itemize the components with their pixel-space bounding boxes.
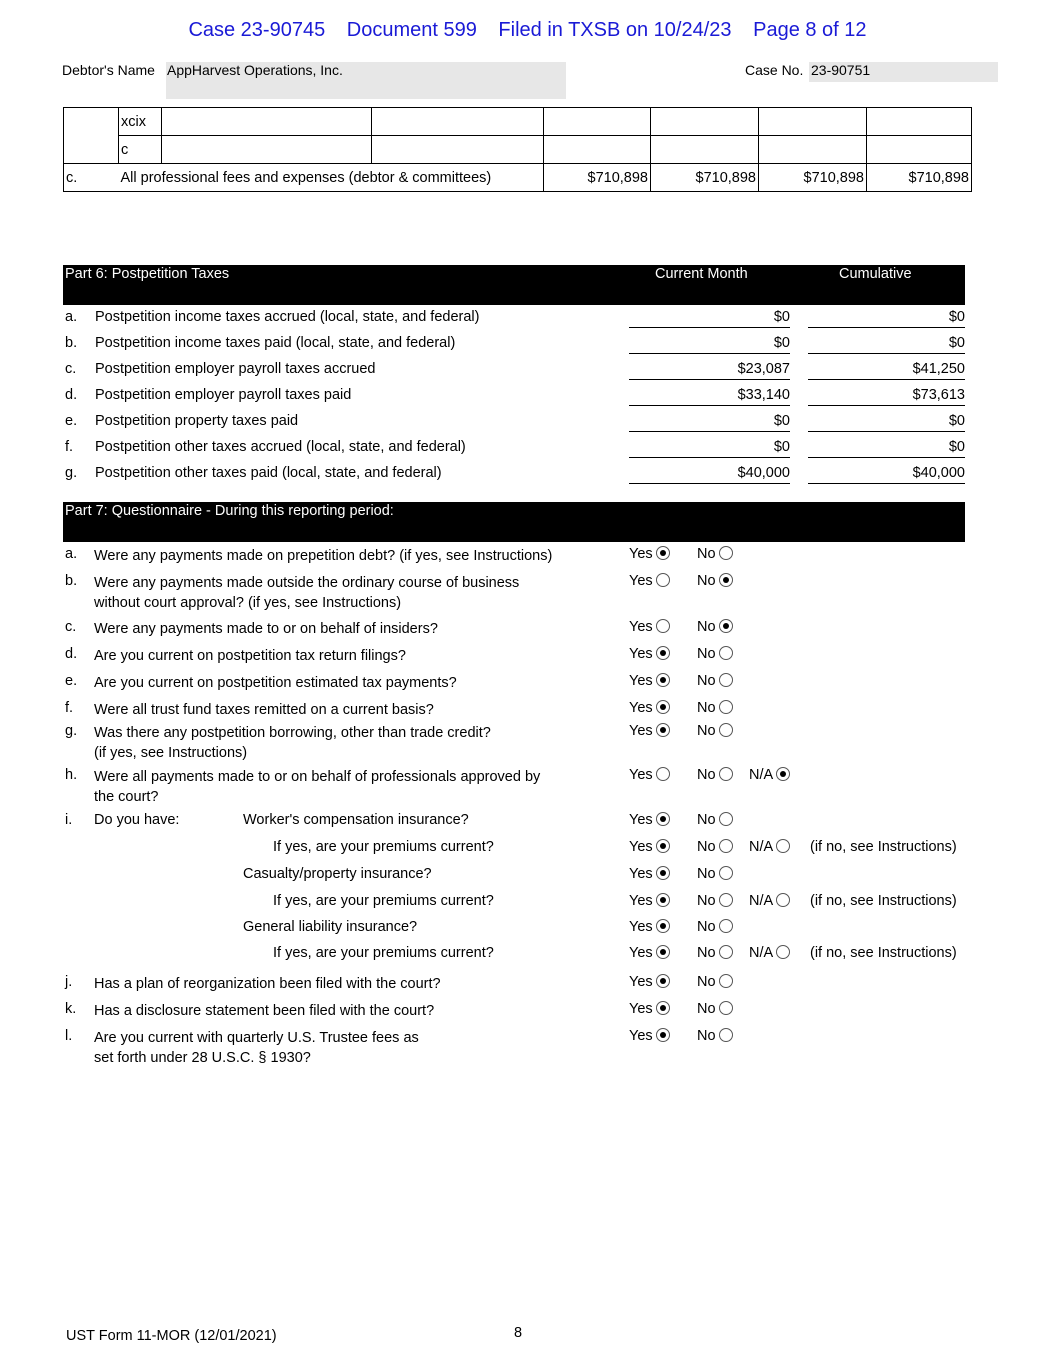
yes-radio[interactable]	[656, 767, 670, 781]
question-text	[94, 974, 441, 994]
professional-fees-table	[63, 107, 972, 192]
yes-option[interactable]	[629, 812, 670, 828]
yes-label: Yes	[629, 546, 653, 562]
tax-row	[63, 361, 965, 383]
yes-option[interactable]	[629, 893, 670, 909]
question-text	[94, 673, 457, 693]
no-option[interactable]	[697, 1028, 733, 1044]
tax-row	[63, 387, 965, 409]
question-letter: c.	[65, 619, 77, 635]
total-letter: c.	[64, 164, 119, 192]
tax-row-letter: f.	[65, 439, 74, 455]
court-filing-stamp	[0, 19, 1055, 42]
no-radio[interactable]	[719, 839, 733, 853]
no-label: No	[697, 812, 716, 828]
yes-option[interactable]	[629, 646, 670, 662]
question-text	[94, 646, 406, 666]
yes-radio[interactable]	[656, 974, 670, 988]
tax-cumulative-field[interactable]: $0	[808, 335, 965, 354]
page-number: 8	[514, 1325, 523, 1341]
no-radio[interactable]	[719, 1001, 733, 1015]
professional-fees-total-row	[64, 164, 972, 192]
insurance-question: If yes, are your premiums current?	[273, 893, 494, 909]
question-letter: h.	[65, 767, 78, 783]
case-number-label: Case No.	[745, 62, 804, 78]
tax-cumulative-field[interactable]: $0	[808, 309, 965, 328]
yes-radio[interactable]	[656, 812, 670, 826]
no-option[interactable]	[697, 573, 733, 589]
no-label: No	[697, 974, 716, 990]
question-letter: l.	[65, 1028, 73, 1044]
no-label: No	[697, 546, 716, 562]
tax-row-letter: c.	[65, 361, 77, 377]
table-row	[64, 136, 972, 164]
yes-label: Yes	[629, 673, 653, 689]
yes-label: Yes	[629, 1001, 653, 1017]
no-label: No	[697, 573, 716, 589]
yes-label: Yes	[629, 767, 653, 783]
no-label: No	[697, 700, 716, 716]
case-number-field[interactable]	[809, 62, 998, 82]
yes-option[interactable]	[629, 974, 670, 990]
row-id: xcix	[119, 108, 162, 136]
insurance-question: General liability insurance?	[243, 919, 418, 935]
no-radio[interactable]	[719, 723, 733, 737]
no-option[interactable]	[697, 893, 733, 909]
no-radio[interactable]	[719, 974, 733, 988]
tax-row	[63, 413, 965, 435]
tax-row	[63, 309, 965, 331]
na-radio[interactable]	[776, 767, 790, 781]
question-text	[94, 619, 438, 639]
no-option[interactable]	[697, 723, 733, 739]
na-label: N/A	[749, 893, 774, 909]
tax-row-label: Postpetition other taxes accrued (local, state, and federal)	[95, 439, 466, 455]
no-label: No	[697, 866, 716, 882]
na-radio[interactable]	[776, 839, 790, 853]
yes-radio[interactable]	[656, 673, 670, 687]
no-radio[interactable]	[719, 893, 733, 907]
no-radio[interactable]	[719, 945, 733, 959]
yes-radio[interactable]	[656, 1028, 670, 1042]
part6-col-cumulative: Cumulative	[839, 266, 912, 282]
tax-row-letter: d.	[65, 387, 78, 403]
part6-title: Part 6: Postpetition Taxes	[65, 266, 230, 282]
yes-option[interactable]	[629, 673, 670, 689]
stamp-document: Document 599	[346, 19, 477, 41]
yes-radio[interactable]	[656, 1001, 670, 1015]
yes-label: Yes	[629, 919, 653, 935]
no-radio[interactable]	[719, 812, 733, 826]
insurance-question: If yes, are your premiums current?	[273, 839, 494, 855]
yes-option[interactable]	[629, 866, 670, 882]
tax-cumulative-field[interactable]: $40,000	[808, 465, 965, 484]
yes-label: Yes	[629, 619, 653, 635]
tax-cumulative-field[interactable]: $0	[808, 439, 965, 458]
no-option[interactable]	[697, 619, 733, 635]
yes-radio[interactable]	[656, 546, 670, 560]
insurance-question: Casualty/property insurance?	[243, 866, 432, 882]
no-radio[interactable]	[719, 1028, 733, 1042]
no-label: No	[697, 1001, 716, 1017]
question-line: Was there any postpetition borrowing, other than trade credit?	[94, 725, 491, 741]
na-label: N/A	[749, 767, 774, 783]
yes-radio[interactable]	[656, 723, 670, 737]
debtor-name-field[interactable]	[166, 62, 566, 99]
yes-option[interactable]	[629, 945, 670, 961]
tax-row-label: Postpetition income taxes accrued (local, state, and federal)	[95, 309, 480, 325]
question-line: Were any payments made on prepetition debt? (if yes, see Instructions)	[94, 548, 553, 564]
yes-radio[interactable]	[656, 700, 670, 714]
question-line: Has a disclosure statement been filed with the court?	[94, 1003, 435, 1019]
no-option[interactable]	[697, 1001, 733, 1017]
no-label: No	[697, 893, 716, 909]
yes-label: Yes	[629, 893, 653, 909]
question-text	[94, 700, 434, 720]
question-line: Are you current with quarterly U.S. Trustee fees as	[94, 1030, 419, 1046]
tax-row-letter: b.	[65, 335, 78, 351]
yes-radio[interactable]	[656, 646, 670, 660]
tax-current-month-field[interactable]: $0	[629, 309, 790, 328]
no-radio[interactable]	[719, 866, 733, 880]
tax-row-label: Postpetition property taxes paid	[95, 413, 299, 429]
tax-row	[63, 439, 965, 461]
yes-label: Yes	[629, 1028, 653, 1044]
no-option[interactable]	[697, 812, 733, 828]
tax-row-label: Postpetition employer payroll taxes accrued	[95, 361, 376, 377]
no-label: No	[697, 839, 716, 855]
part6-header	[63, 265, 965, 305]
yes-option[interactable]	[629, 619, 670, 635]
yes-radio[interactable]	[656, 893, 670, 907]
total-value: $710,898	[867, 164, 972, 192]
tax-current-month-field[interactable]: $23,087	[629, 361, 790, 380]
question-letter: k.	[65, 1001, 77, 1017]
yes-option[interactable]	[629, 700, 670, 716]
no-option[interactable]	[697, 767, 733, 783]
yes-option[interactable]	[629, 919, 670, 935]
no-label: No	[697, 1028, 716, 1044]
no-option[interactable]	[697, 945, 733, 961]
na-radio[interactable]	[776, 945, 790, 959]
tax-cumulative-field[interactable]: $0	[808, 413, 965, 432]
tax-row-letter: e.	[65, 413, 78, 429]
yes-option[interactable]	[629, 1001, 670, 1017]
total-value: $710,898	[759, 164, 867, 192]
question-line: the court?	[94, 789, 159, 805]
part6-col-current: Current Month	[655, 266, 748, 282]
debtor-name-label: Debtor's Name	[62, 62, 155, 78]
question-letter: a.	[65, 546, 78, 562]
insurance-question: If yes, are your premiums current?	[273, 945, 494, 961]
row-id: c	[119, 136, 162, 164]
question-line: set forth under 28 U.S.C. § 1930?	[94, 1050, 311, 1066]
table-row	[64, 108, 972, 136]
yes-label: Yes	[629, 646, 653, 662]
tax-cumulative-field[interactable]: $73,613	[808, 387, 965, 406]
yes-radio[interactable]	[656, 919, 670, 933]
no-radio[interactable]	[719, 673, 733, 687]
no-option[interactable]	[697, 646, 733, 662]
part7-header	[63, 502, 965, 542]
na-option[interactable]	[749, 767, 790, 783]
yes-radio[interactable]	[656, 619, 670, 633]
no-option[interactable]	[697, 673, 733, 689]
question-line: (if yes, see Instructions)	[94, 745, 248, 761]
tax-row-letter: a.	[65, 309, 78, 325]
tax-row-label: Postpetition other taxes paid (local, state, and federal)	[95, 465, 442, 481]
tax-current-month-field[interactable]: $0	[629, 335, 790, 354]
question-line: Has a plan of reorganization been filed with the court?	[94, 976, 441, 992]
total-label: All professional fees and expenses (debtor & committees)	[119, 164, 544, 192]
na-label: N/A	[749, 839, 774, 855]
no-radio[interactable]	[719, 919, 733, 933]
no-radio[interactable]	[719, 573, 733, 587]
question-text	[94, 723, 491, 763]
yes-label: Yes	[629, 974, 653, 990]
form-identifier: UST Form 11-MOR (12/01/2021)	[66, 1328, 277, 1344]
see-instructions-note: (if no, see Instructions)	[810, 839, 957, 855]
question-text	[94, 573, 519, 613]
no-label: No	[697, 673, 716, 689]
no-option[interactable]	[697, 546, 733, 562]
yes-label: Yes	[629, 700, 653, 716]
no-radio[interactable]	[719, 700, 733, 714]
yes-option[interactable]	[629, 723, 670, 739]
yes-radio[interactable]	[656, 945, 670, 959]
insurance-question: Worker's compensation insurance?	[243, 812, 469, 828]
no-label: No	[697, 619, 716, 635]
yes-option[interactable]	[629, 1028, 670, 1044]
part7-title: Part 7: Questionnaire - During this reporting period:	[65, 503, 394, 519]
question-text	[94, 546, 552, 566]
stamp-case: Case 23-90745	[188, 19, 326, 41]
na-option[interactable]	[749, 893, 790, 909]
tax-current-month-field[interactable]: $40,000	[629, 465, 790, 484]
question-line: Were any payments made to or on behalf of insiders?	[94, 621, 438, 637]
question-letter: g.	[65, 723, 78, 739]
tax-current-month-field[interactable]: $0	[629, 413, 790, 432]
no-option[interactable]	[697, 866, 733, 882]
question-line: without court approval? (if yes, see Instructions)	[94, 595, 402, 611]
no-label: No	[697, 919, 716, 935]
see-instructions-note: (if no, see Instructions)	[810, 893, 957, 909]
yes-option[interactable]	[629, 839, 670, 855]
tax-cumulative-field[interactable]: $41,250	[808, 361, 965, 380]
tax-row	[63, 335, 965, 357]
no-option[interactable]	[697, 919, 733, 935]
yes-radio[interactable]	[656, 866, 670, 880]
question-letter: f.	[65, 700, 74, 716]
question-letter: i.	[65, 812, 73, 828]
question-text	[94, 1028, 419, 1068]
tax-row-letter: g.	[65, 465, 78, 481]
yes-label: Yes	[629, 839, 653, 855]
question-line: Were all payments made to or on behalf of professionals approved by	[94, 769, 541, 785]
no-radio[interactable]	[719, 646, 733, 660]
question-letter: e.	[65, 673, 78, 689]
no-label: No	[697, 945, 716, 961]
stamp-page: Page 8 of 12	[753, 19, 867, 41]
no-label: No	[697, 646, 716, 662]
tax-current-month-field[interactable]: $0	[629, 439, 790, 458]
no-label: No	[697, 767, 716, 783]
tax-row-label: Postpetition income taxes paid (local, state, and federal)	[95, 335, 456, 351]
question-text	[94, 1001, 434, 1021]
yes-label: Yes	[629, 723, 653, 739]
total-value: $710,898	[651, 164, 759, 192]
no-option[interactable]	[697, 700, 733, 716]
na-option[interactable]	[749, 839, 790, 855]
yes-label: Yes	[629, 812, 653, 828]
no-option[interactable]	[697, 839, 733, 855]
debtor-name-value: AppHarvest Operations, Inc.	[167, 62, 343, 78]
question-text	[94, 767, 540, 807]
total-value: $710,898	[544, 164, 651, 192]
question-letter: d.	[65, 646, 78, 662]
tax-current-month-field[interactable]: $33,140	[629, 387, 790, 406]
na-radio[interactable]	[776, 893, 790, 907]
no-radio[interactable]	[719, 546, 733, 560]
yes-label: Yes	[629, 945, 653, 961]
do-you-have-label: Do you have:	[94, 812, 180, 828]
question-letter: j.	[65, 974, 73, 990]
yes-option[interactable]	[629, 767, 670, 783]
na-label: N/A	[749, 945, 774, 961]
see-instructions-note: (if no, see Instructions)	[810, 945, 957, 961]
no-radio[interactable]	[719, 767, 733, 781]
case-number-value: 23-90751	[811, 62, 871, 78]
yes-label: Yes	[629, 573, 653, 589]
question-line: Are you current on postpetition estimated tax payments?	[94, 675, 457, 691]
yes-option[interactable]	[629, 573, 670, 589]
stamp-filed: Filed in TXSB on 10/24/23	[498, 19, 732, 41]
question-line: Were all trust fund taxes remitted on a current basis?	[94, 702, 434, 718]
question-line: Are you current on postpetition tax return filings?	[94, 648, 406, 664]
no-label: No	[697, 723, 716, 739]
tax-row	[63, 465, 965, 487]
question-letter: b.	[65, 573, 78, 589]
no-radio[interactable]	[719, 619, 733, 633]
question-line: Were any payments made outside the ordinary course of business	[94, 575, 520, 591]
tax-row-label: Postpetition employer payroll taxes paid	[95, 387, 352, 403]
yes-label: Yes	[629, 866, 653, 882]
no-option[interactable]	[697, 974, 733, 990]
na-option[interactable]	[749, 945, 790, 961]
yes-radio[interactable]	[656, 839, 670, 853]
yes-option[interactable]	[629, 546, 670, 562]
yes-radio[interactable]	[656, 573, 670, 587]
